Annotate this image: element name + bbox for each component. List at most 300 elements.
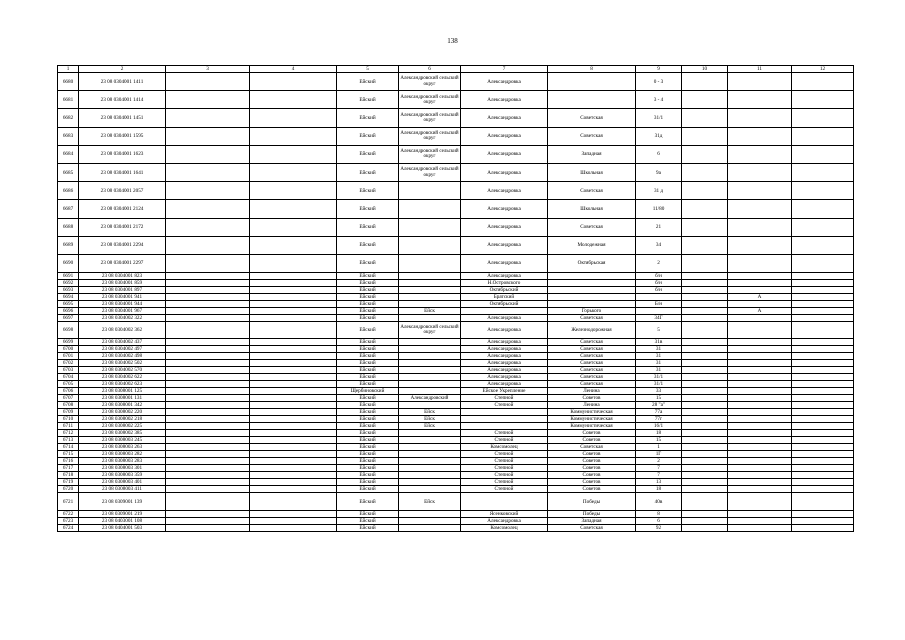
table-cell: Советов [548, 479, 636, 486]
table-cell: Александровский сельский округ [399, 322, 461, 339]
column-header: 10 [682, 66, 728, 73]
table-cell [682, 308, 728, 315]
table-cell: 6685 [58, 163, 79, 181]
table-cell: 23 08 0304001 859 [79, 280, 166, 287]
table-cell [728, 339, 792, 346]
table-row [58, 163, 854, 181]
table-cell [166, 280, 250, 287]
table-cell: Горького [548, 308, 636, 315]
table-cell [461, 409, 548, 416]
table-cell [682, 218, 728, 236]
table-row [58, 517, 854, 524]
table-cell: 6720 [58, 486, 79, 493]
table-cell: 3 - 4 [636, 91, 682, 109]
table-row [58, 416, 854, 423]
table-cell [399, 254, 461, 272]
table-cell [682, 367, 728, 374]
table-cell [166, 479, 250, 486]
table-cell: 6707 [58, 395, 79, 402]
table-cell: 6716 [58, 458, 79, 465]
table-cell: Ейский [337, 402, 399, 409]
table-cell [792, 200, 854, 218]
table-cell [728, 301, 792, 308]
table-cell: 92 [636, 524, 682, 531]
table-cell [728, 524, 792, 531]
table-cell [682, 182, 728, 200]
table-cell [166, 346, 250, 353]
table-cell [166, 294, 250, 301]
table-cell [166, 472, 250, 479]
table-cell [682, 458, 728, 465]
table-row [58, 280, 854, 287]
table-cell: 6715 [58, 451, 79, 458]
table-cell [166, 315, 250, 322]
table-cell [682, 339, 728, 346]
table-cell: 1 [636, 444, 682, 451]
table-cell: 31 [636, 353, 682, 360]
table-cell: Советская [548, 218, 636, 236]
table-cell [399, 437, 461, 444]
table-cell: 21 [636, 218, 682, 236]
table-cell: Александровка [461, 145, 548, 163]
table-cell: 23 08 0304002 362 [79, 322, 166, 339]
table-cell [250, 254, 337, 272]
table-cell: Ейский [337, 280, 399, 287]
table-cell: Б/н [636, 301, 682, 308]
table-cell [250, 109, 337, 127]
table-cell: 23 08 0304001 2297 [79, 254, 166, 272]
table-cell: Александровка [461, 182, 548, 200]
table-cell: Коммунистическая [548, 416, 636, 423]
table-row [58, 381, 854, 388]
table-row [58, 218, 854, 236]
table-row [58, 465, 854, 472]
table-cell: Александровка [461, 109, 548, 127]
table-cell: Александровка [461, 200, 548, 218]
table-cell: 6700 [58, 346, 79, 353]
table-cell: Советская [548, 367, 636, 374]
table-cell: Александровка [461, 254, 548, 272]
table-cell [250, 200, 337, 218]
table-row [58, 524, 854, 531]
table-cell [399, 236, 461, 254]
table-cell: Ейское Укрепление [461, 388, 548, 395]
table-cell: 23 08 0304002 623 [79, 381, 166, 388]
table-cell: 23 08 0308003 245 [79, 437, 166, 444]
table-cell: Советская [548, 315, 636, 322]
table-cell [166, 402, 250, 409]
table-cell [250, 423, 337, 430]
table-cell [682, 416, 728, 423]
table-cell [792, 416, 854, 423]
table-cell: 23 08 0304001 1451 [79, 109, 166, 127]
table-cell [166, 287, 250, 294]
table-cell: Ейский [337, 517, 399, 524]
table-cell [399, 294, 461, 301]
table-cell: 31 [636, 346, 682, 353]
table-cell [682, 388, 728, 395]
table-cell [636, 294, 682, 301]
table-cell: Ейский [337, 218, 399, 236]
table-cell [728, 458, 792, 465]
table-cell [792, 353, 854, 360]
table-row [58, 315, 854, 322]
table-cell [792, 479, 854, 486]
table-cell: Степной [461, 465, 548, 472]
table-cell: 23 08 0308003 411 [79, 486, 166, 493]
table-cell: Ейский [337, 294, 399, 301]
table-cell [166, 493, 250, 510]
table-cell [728, 73, 792, 91]
table-cell: 23 08 0304002 437 [79, 339, 166, 346]
table-cell [250, 182, 337, 200]
table-cell [792, 218, 854, 236]
table-cell [792, 127, 854, 145]
table-cell: Ейский [337, 409, 399, 416]
table-cell [682, 517, 728, 524]
table-cell: 2 [636, 458, 682, 465]
table-cell [682, 465, 728, 472]
table-cell [728, 254, 792, 272]
table-cell: 31 д [636, 182, 682, 200]
table-cell: 31/1 [636, 381, 682, 388]
table-cell [399, 510, 461, 517]
table-cell: 23 08 0308003 359 [79, 472, 166, 479]
table-cell: Ейский [337, 182, 399, 200]
table-cell: Ейский [337, 430, 399, 437]
table-cell [728, 510, 792, 517]
table-row [58, 91, 854, 109]
table-cell [792, 409, 854, 416]
table-cell: 23 08 0304001 944 [79, 301, 166, 308]
table-cell [166, 301, 250, 308]
table-cell [728, 280, 792, 287]
table-cell: Ейский [337, 524, 399, 531]
table-cell [792, 308, 854, 315]
page-number: 138 [447, 37, 458, 45]
table-cell: 31/1 [636, 109, 682, 127]
table-cell: Советов [548, 451, 636, 458]
table-cell [728, 402, 792, 409]
table-cell [792, 236, 854, 254]
table-cell [548, 91, 636, 109]
table-cell [399, 388, 461, 395]
table-cell: Комсомолец [461, 444, 548, 451]
table-cell [548, 287, 636, 294]
table-cell: Школьная [548, 163, 636, 181]
table-row [58, 486, 854, 493]
table-cell: Советов [548, 465, 636, 472]
table-cell: 28 "а" [636, 402, 682, 409]
table-cell: Советов [548, 472, 636, 479]
column-header: 6 [399, 66, 461, 73]
table-cell: 7 [636, 465, 682, 472]
table-cell [792, 430, 854, 437]
table-cell: Ейский [337, 346, 399, 353]
table-cell [399, 458, 461, 465]
table-cell [682, 236, 728, 254]
table-cell [682, 322, 728, 339]
table-cell: Ленина [548, 402, 636, 409]
table-cell: Молодежная [548, 236, 636, 254]
table-cell: Ейский [337, 367, 399, 374]
table-cell: А [728, 308, 792, 315]
table-cell [728, 409, 792, 416]
table-cell: 6706 [58, 388, 79, 395]
table-cell: 40в [636, 493, 682, 510]
table-cell: 23 08 0308001 131 [79, 395, 166, 402]
table-cell: Александровка [461, 218, 548, 236]
table-cell [250, 388, 337, 395]
table-cell [166, 367, 250, 374]
table-cell: 6687 [58, 200, 79, 218]
table-cell: 23 08 0403001 108 [79, 517, 166, 524]
table-cell [250, 416, 337, 423]
table-cell: Советская [548, 353, 636, 360]
table-cell [250, 458, 337, 465]
table-cell [682, 200, 728, 218]
table-cell: Александровка [461, 163, 548, 181]
table-row [58, 493, 854, 510]
table-cell: 23 08 0404001 503 [79, 524, 166, 531]
column-header: 8 [548, 66, 636, 73]
table-cell: 6697 [58, 315, 79, 322]
table-cell [250, 315, 337, 322]
table-cell: Александровка [461, 517, 548, 524]
table-cell: Степной [461, 430, 548, 437]
table-cell [682, 409, 728, 416]
table-cell: Ейский [337, 458, 399, 465]
table-cell: Александровка [461, 73, 548, 91]
table-cell [399, 339, 461, 346]
table-cell: Ейский [337, 273, 399, 280]
table-cell [399, 402, 461, 409]
table-cell [166, 73, 250, 91]
table-cell [792, 73, 854, 91]
table-cell [250, 73, 337, 91]
table-cell [166, 510, 250, 517]
table-row [58, 308, 854, 315]
table-cell: 11/80 [636, 200, 682, 218]
table-cell [166, 395, 250, 402]
table-cell: Александровский сельский округ [399, 127, 461, 145]
table-cell [728, 127, 792, 145]
table-cell: 6712 [58, 430, 79, 437]
table-cell [682, 451, 728, 458]
column-header: 2 [79, 66, 166, 73]
table-cell [728, 388, 792, 395]
table-cell [399, 280, 461, 287]
table-cell [250, 374, 337, 381]
table-cell [792, 109, 854, 127]
table-cell: Ейский [337, 510, 399, 517]
table-cell: Александровка [461, 236, 548, 254]
table-row [58, 430, 854, 437]
table-cell [728, 322, 792, 339]
table-cell [682, 479, 728, 486]
table-cell [399, 430, 461, 437]
table-cell [166, 517, 250, 524]
table-cell: 6708 [58, 402, 79, 409]
table-cell [166, 236, 250, 254]
table-cell [399, 346, 461, 353]
table-cell [792, 360, 854, 367]
table-cell [792, 315, 854, 322]
table-cell: 23 08 0304001 1595 [79, 127, 166, 145]
table-row [58, 73, 854, 91]
table-cell: 6688 [58, 218, 79, 236]
table-cell [792, 273, 854, 280]
table-cell [728, 465, 792, 472]
table-cell [728, 163, 792, 181]
table-cell [166, 109, 250, 127]
table-cell: 6704 [58, 374, 79, 381]
table-cell: 9а [636, 163, 682, 181]
table-cell [728, 416, 792, 423]
table-cell [399, 486, 461, 493]
table-cell [682, 524, 728, 531]
table-cell: Степной [461, 451, 548, 458]
table-cell: 15 [636, 437, 682, 444]
table-cell: 6696 [58, 308, 79, 315]
table-row [58, 510, 854, 517]
table-cell: Ейский [337, 308, 399, 315]
table-cell: 31в [636, 339, 682, 346]
table-cell: 6723 [58, 517, 79, 524]
table-cell [250, 163, 337, 181]
table-cell: Ейский [337, 145, 399, 163]
table-cell [461, 308, 548, 315]
table-cell [166, 409, 250, 416]
table-cell [682, 91, 728, 109]
table-cell: Ейский [337, 315, 399, 322]
table-cell: Степной [461, 437, 548, 444]
table-cell: 31д [636, 127, 682, 145]
table-cell: 6686 [58, 182, 79, 200]
table-cell: Ейский [337, 254, 399, 272]
table-cell [250, 280, 337, 287]
table-cell: 6703 [58, 367, 79, 374]
table-cell [728, 437, 792, 444]
table-row [58, 479, 854, 486]
table-cell: 23 08 0304002 502 [79, 360, 166, 367]
table-cell: Коммунистическая [548, 423, 636, 430]
table-cell: 6 [636, 517, 682, 524]
table-cell: 6724 [58, 524, 79, 531]
table-cell [682, 430, 728, 437]
table-cell [682, 315, 728, 322]
table-cell: Победы [548, 510, 636, 517]
table-cell [728, 486, 792, 493]
table-cell [166, 486, 250, 493]
table-cell [792, 395, 854, 402]
table-cell: Ейский [337, 493, 399, 510]
table-row [58, 273, 854, 280]
table-cell: Ейский [337, 73, 399, 91]
table-cell: Западная [548, 145, 636, 163]
table-cell [166, 145, 250, 163]
table-cell: 6717 [58, 465, 79, 472]
table-cell: Александровка [461, 315, 548, 322]
table-cell: 6701 [58, 353, 79, 360]
table-cell [682, 301, 728, 308]
table-cell [548, 301, 636, 308]
table-cell: 31 [636, 367, 682, 374]
table-cell: 8 [636, 510, 682, 517]
table-cell: 6680 [58, 73, 79, 91]
table-cell: 23 08 0308001 342 [79, 402, 166, 409]
table-cell: Советская [548, 339, 636, 346]
table-cell [399, 360, 461, 367]
table-row [58, 388, 854, 395]
table-cell [166, 254, 250, 272]
table-cell [728, 353, 792, 360]
table-cell [399, 273, 461, 280]
table-cell [166, 182, 250, 200]
table-cell: Александровка [461, 381, 548, 388]
table-cell: 23 08 0308002 218 [79, 416, 166, 423]
table-cell: 23 08 0308003 283 [79, 458, 166, 465]
table-cell: Советская [548, 127, 636, 145]
table-cell: 6718 [58, 472, 79, 479]
table-cell [166, 444, 250, 451]
table-cell [728, 236, 792, 254]
table-cell [728, 493, 792, 510]
table-cell [461, 423, 548, 430]
table-cell: 33 [636, 388, 682, 395]
table-cell: Братский [461, 294, 548, 301]
table-cell: 6711 [58, 423, 79, 430]
table-cell [682, 145, 728, 163]
table-cell: 23 08 0308003 282 [79, 451, 166, 458]
table-cell [399, 451, 461, 458]
table-cell [399, 374, 461, 381]
table-cell: 23 08 0304001 1623 [79, 145, 166, 163]
table-cell [250, 472, 337, 479]
table-cell: Ейский [337, 437, 399, 444]
table-cell: Александровка [461, 322, 548, 339]
table-cell [250, 430, 337, 437]
table-cell: Александровка [461, 360, 548, 367]
table-cell: Ейск [399, 423, 461, 430]
table-cell [728, 287, 792, 294]
table-cell: Комсомолец [461, 524, 548, 531]
table-cell [728, 367, 792, 374]
table-cell [792, 374, 854, 381]
table-cell [728, 479, 792, 486]
table-cell: Степной [461, 479, 548, 486]
table-cell [250, 273, 337, 280]
table-cell [792, 163, 854, 181]
table-cell: Октябрьская [548, 254, 636, 272]
table-cell: 6710 [58, 416, 79, 423]
table-cell [728, 430, 792, 437]
table-cell [250, 517, 337, 524]
column-header: 12 [792, 66, 854, 73]
table-row [58, 301, 854, 308]
table-cell [792, 346, 854, 353]
table-cell [166, 430, 250, 437]
table-cell [792, 486, 854, 493]
table-cell [166, 200, 250, 218]
table-cell [250, 367, 337, 374]
table-cell [399, 200, 461, 218]
table-cell: 6721 [58, 493, 79, 510]
table-cell: Ейский [337, 91, 399, 109]
table-row [58, 294, 854, 301]
table-cell: 31/1 [636, 374, 682, 381]
table-row [58, 339, 854, 346]
